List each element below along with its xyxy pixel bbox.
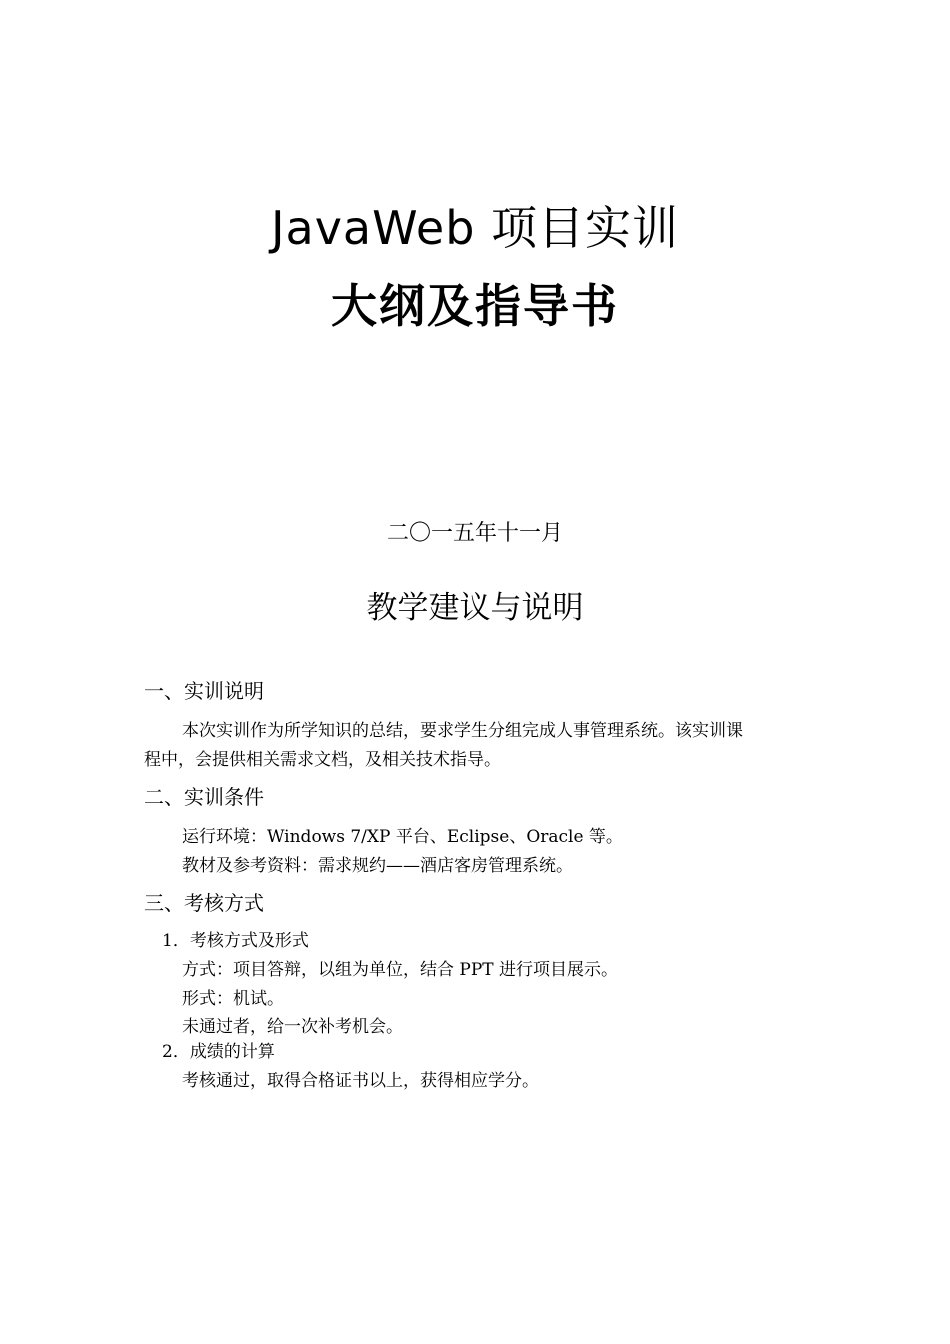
section1-paragraph-line2: 程中，会提供相关需求文档，及相关技术指导。 [144, 750, 501, 770]
document-date: 二〇一五年十一月 [386, 521, 563, 546]
section3-title: 三、考核方式 [144, 891, 264, 915]
section3-sub1-line2: 形式：机试。 [182, 989, 284, 1009]
section1-paragraph-line1: 本次实训作为所学知识的总结，要求学生分组完成人事管理系统。该实训课 [182, 721, 743, 741]
section1-title: 一、实训说明 [144, 679, 264, 703]
section-heading: 教学建议与说明 [366, 590, 584, 626]
document-title-line2: 大纲及指导书 [331, 279, 619, 333]
section3-sub1-line3: 未通过者，给一次补考机会。 [182, 1017, 403, 1037]
section3-sub1-line1: 方式：项目答辩，以组为单位，结合 PPT 进行项目展示。 [182, 960, 619, 980]
section3-sub1-title: 1．考核方式及形式 [162, 931, 309, 951]
section3-sub2-title: 2．成绩的计算 [162, 1042, 275, 1062]
section2-title: 二、实训条件 [144, 785, 264, 809]
document-title-line1: JavaWeb 项目实训 [270, 201, 680, 255]
section3-sub2-line1: 考核通过，取得合格证书以上，获得相应学分。 [182, 1071, 539, 1091]
section2-line1: 运行环境：Windows 7/XP 平台、Eclipse、Oracle 等。 [182, 827, 623, 847]
section2-line2: 教材及参考资料：需求规约——酒店客房管理系统。 [182, 856, 573, 876]
